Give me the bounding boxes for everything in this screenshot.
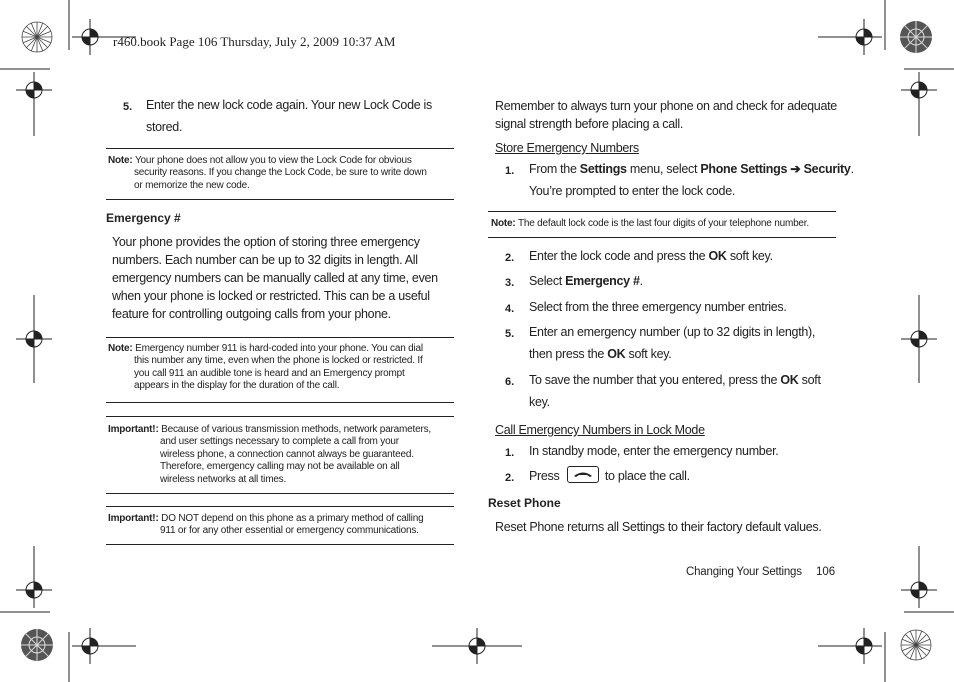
step-text: Select from the three emergency number entries. [529, 300, 787, 314]
note-911: Note: Emergency number 911 is hard-coded into your phone. You can dial this number any time, even when the phone is locked or restricted. If you call 911 an audible tone is heard and an Emergency prompt appears in the display for the duration of the call. [108, 343, 423, 392]
subheading-call-emergency: Call Emergency Numbers in Lock Mode [495, 423, 705, 437]
step-number: 2. [505, 472, 515, 484]
section-heading-reset: Reset Phone [488, 496, 561, 510]
emergency-paragraph: Your phone provides the option of storing three emergency numbers. Each number can be up to 32 digits in length. All emergency numbers can be manually called at any time, even when your phone is locked or restricted. This can be a useful feature for controlling outgoing calls from your phone. [112, 235, 438, 321]
step-text: Enter the new lock code again. Your new Lock Code is stored. [146, 98, 432, 134]
starburst-top-left [22, 22, 52, 52]
step-number: 1. [505, 447, 515, 459]
step-text: Press to place the call. [529, 466, 690, 488]
step-number: 5. [505, 328, 515, 340]
print-slug: r460.book Page 106 Thursday, July 2, 2009 10:37 AM [113, 34, 396, 49]
divider [106, 402, 454, 403]
send-key-icon [567, 466, 599, 483]
divider [106, 493, 454, 494]
step-text: To save the number that you entered, press the OK soft key. [529, 373, 821, 409]
color-target-top-right [900, 21, 932, 53]
step-text: Enter an emergency number (up to 32 digits in length), then press the OK soft key. [529, 325, 816, 361]
step-number: 6. [505, 376, 515, 388]
note-lock-code: Note: Your phone does not allow you to view the Lock Code for obvious security reasons. If you change the Lock Code, be sure to write down or memorize the new code. [108, 155, 427, 191]
divider [106, 544, 454, 545]
important-transmission: Important!: Because of various transmission methods, network parameters, and user settings necessary to complete a call from your wireless phone, a connection cannot always be guaranteed. Therefore, emergency calling may not be available on all wireless networks at all times. [108, 424, 431, 485]
footer-page-number: 106 [816, 566, 836, 578]
step-text: Select Emergency #. [529, 274, 643, 288]
step-number: 5. [123, 101, 133, 113]
color-target-bottom-left [21, 629, 53, 661]
step-text: From the Settings menu, select Phone Settings ➔ Security. You’re prompted to enter the lock code. [529, 162, 854, 198]
divider [106, 199, 454, 200]
step-number: 3. [505, 277, 515, 289]
intro-paragraph: Remember to always turn your phone on and check for adequate signal strength before placing a call. [495, 99, 837, 131]
divider [106, 148, 454, 149]
step-number: 2. [505, 252, 515, 264]
divider [106, 416, 454, 417]
divider [106, 337, 454, 338]
crosshair-top-right [818, 19, 882, 55]
important-do-not-depend: Important!: DO NOT depend on this phone as a primary method of calling 911 or for any other essential or emergency communications. [108, 513, 424, 537]
footer-section-title: Changing Your Settings [686, 566, 802, 578]
divider [488, 237, 836, 238]
step-number: 1. [505, 165, 515, 177]
subheading-store-emergency: Store Emergency Numbers [495, 141, 639, 155]
divider [488, 211, 836, 212]
step-text: In standby mode, enter the emergency number. [529, 444, 779, 458]
note-default-lock-code: Note: The default lock code is the last four digits of your telephone number. [491, 218, 809, 229]
step-number: 4. [505, 303, 515, 315]
reset-paragraph: Reset Phone returns all Settings to their factory default values. [495, 520, 822, 534]
starburst-bottom-right [901, 630, 931, 660]
section-heading-emergency: Emergency # [106, 211, 181, 225]
step-text: Enter the lock code and press the OK soft key. [529, 249, 773, 263]
divider [106, 506, 454, 507]
